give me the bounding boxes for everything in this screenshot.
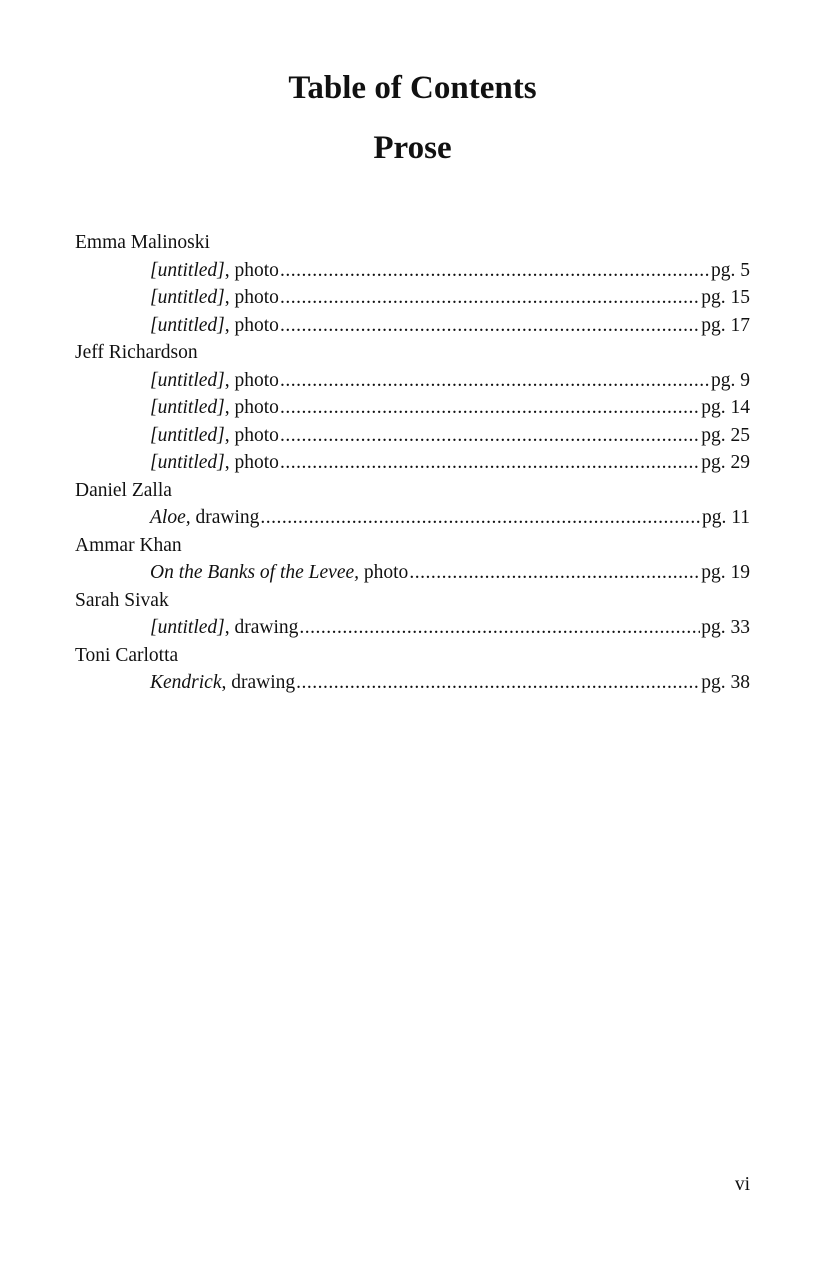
toc-entry[interactable] bbox=[150, 449, 750, 477]
toc-entry-title: On the Banks of the Levee, bbox=[150, 562, 360, 583]
toc-entry[interactable] bbox=[150, 422, 750, 450]
toc-entry-page: pg. 29 bbox=[701, 452, 750, 473]
toc-author: Emma Malinoski bbox=[75, 232, 210, 253]
toc-entry-title: [untitled] bbox=[150, 287, 225, 308]
dot-leader bbox=[299, 614, 700, 642]
toc-entry-page: pg. 14 bbox=[701, 397, 750, 418]
toc-entry-title: Kendrick bbox=[150, 672, 222, 693]
toc-entry-title: [untitled] bbox=[150, 369, 225, 391]
toc-entry-work bbox=[150, 367, 279, 395]
toc-entry-title: [untitled] bbox=[150, 424, 225, 446]
toc-entry-title: [untitled] bbox=[150, 259, 225, 281]
dot-leader bbox=[280, 312, 700, 340]
dot-leader bbox=[280, 257, 710, 285]
toc-entry[interactable] bbox=[150, 614, 750, 642]
page-title: Table of Contents bbox=[288, 70, 537, 106]
toc-author: Ammar Khan bbox=[75, 534, 182, 556]
toc-entry-work bbox=[150, 559, 408, 587]
toc-entry-title: [untitled] bbox=[150, 452, 225, 473]
page-number: vi bbox=[734, 1174, 750, 1195]
dot-leader bbox=[280, 367, 710, 395]
toc-author: Sarah Sivak bbox=[75, 589, 169, 611]
toc-entry-title: Aloe, bbox=[150, 507, 191, 528]
toc-author: Toni Carlotta bbox=[75, 644, 179, 666]
toc-entry[interactable] bbox=[150, 669, 750, 697]
toc-entry-page: pg. 33 bbox=[701, 617, 750, 638]
toc-entry-title: [untitled] bbox=[150, 617, 225, 638]
section-title: Prose bbox=[373, 130, 452, 166]
dot-leader bbox=[280, 284, 700, 312]
toc-entry-page: pg. 5 bbox=[711, 259, 750, 281]
toc-entry-page: pg. 19 bbox=[701, 562, 750, 583]
toc-entry-work bbox=[150, 312, 279, 340]
toc-entry-page: pg. 11 bbox=[701, 507, 750, 528]
dot-leader bbox=[409, 559, 700, 587]
dot-leader bbox=[260, 504, 701, 532]
toc-entry-work bbox=[150, 257, 279, 285]
toc-entry-medium: , photo bbox=[224, 424, 279, 446]
toc-entry[interactable] bbox=[150, 312, 750, 340]
toc-entry-page: pg. 9 bbox=[711, 369, 750, 391]
toc-entry-medium: , photo bbox=[224, 287, 279, 308]
toc-author: Jeff Richardson bbox=[75, 342, 198, 363]
toc-entry-work bbox=[150, 614, 298, 642]
toc-entry[interactable] bbox=[150, 559, 750, 587]
toc-entry-title: [untitled] bbox=[150, 314, 225, 336]
dot-leader bbox=[296, 669, 700, 697]
toc-entry-medium: , drawing bbox=[221, 672, 296, 693]
toc-entry-medium: , photo bbox=[224, 314, 279, 336]
toc-entry-medium: , photo bbox=[224, 397, 279, 418]
dot-leader bbox=[280, 422, 700, 450]
toc-entry-work bbox=[150, 394, 279, 422]
toc-entry-medium: drawing bbox=[190, 507, 260, 528]
toc-entry-medium: , photo bbox=[224, 259, 279, 281]
toc-entry-title: [untitled] bbox=[150, 397, 225, 418]
toc-entry-work bbox=[150, 422, 279, 450]
toc-entry-medium: photo bbox=[359, 562, 409, 583]
toc-entry-medium: , photo bbox=[224, 369, 279, 391]
table-of-contents bbox=[75, 229, 750, 697]
toc-entry-page: pg. 25 bbox=[701, 424, 750, 446]
toc-entry[interactable] bbox=[150, 284, 750, 312]
dot-leader bbox=[280, 449, 700, 477]
toc-entry-page: pg. 38 bbox=[701, 672, 750, 693]
toc-entry[interactable] bbox=[150, 394, 750, 422]
toc-entry-work bbox=[150, 504, 259, 532]
toc-entry-page: pg. 15 bbox=[701, 287, 750, 308]
toc-entry[interactable] bbox=[150, 504, 750, 532]
toc-entry[interactable] bbox=[150, 367, 750, 395]
toc-entry-page: pg. 17 bbox=[701, 314, 750, 336]
toc-entry-medium: , photo bbox=[224, 452, 279, 473]
toc-entry-work bbox=[150, 284, 279, 312]
toc-entry-work bbox=[150, 669, 295, 697]
toc-entry-work bbox=[150, 449, 279, 477]
toc-author: Daniel Zalla bbox=[75, 479, 172, 501]
toc-entry[interactable] bbox=[150, 257, 750, 285]
toc-entry-medium: , drawing bbox=[224, 617, 299, 638]
dot-leader bbox=[280, 394, 700, 422]
